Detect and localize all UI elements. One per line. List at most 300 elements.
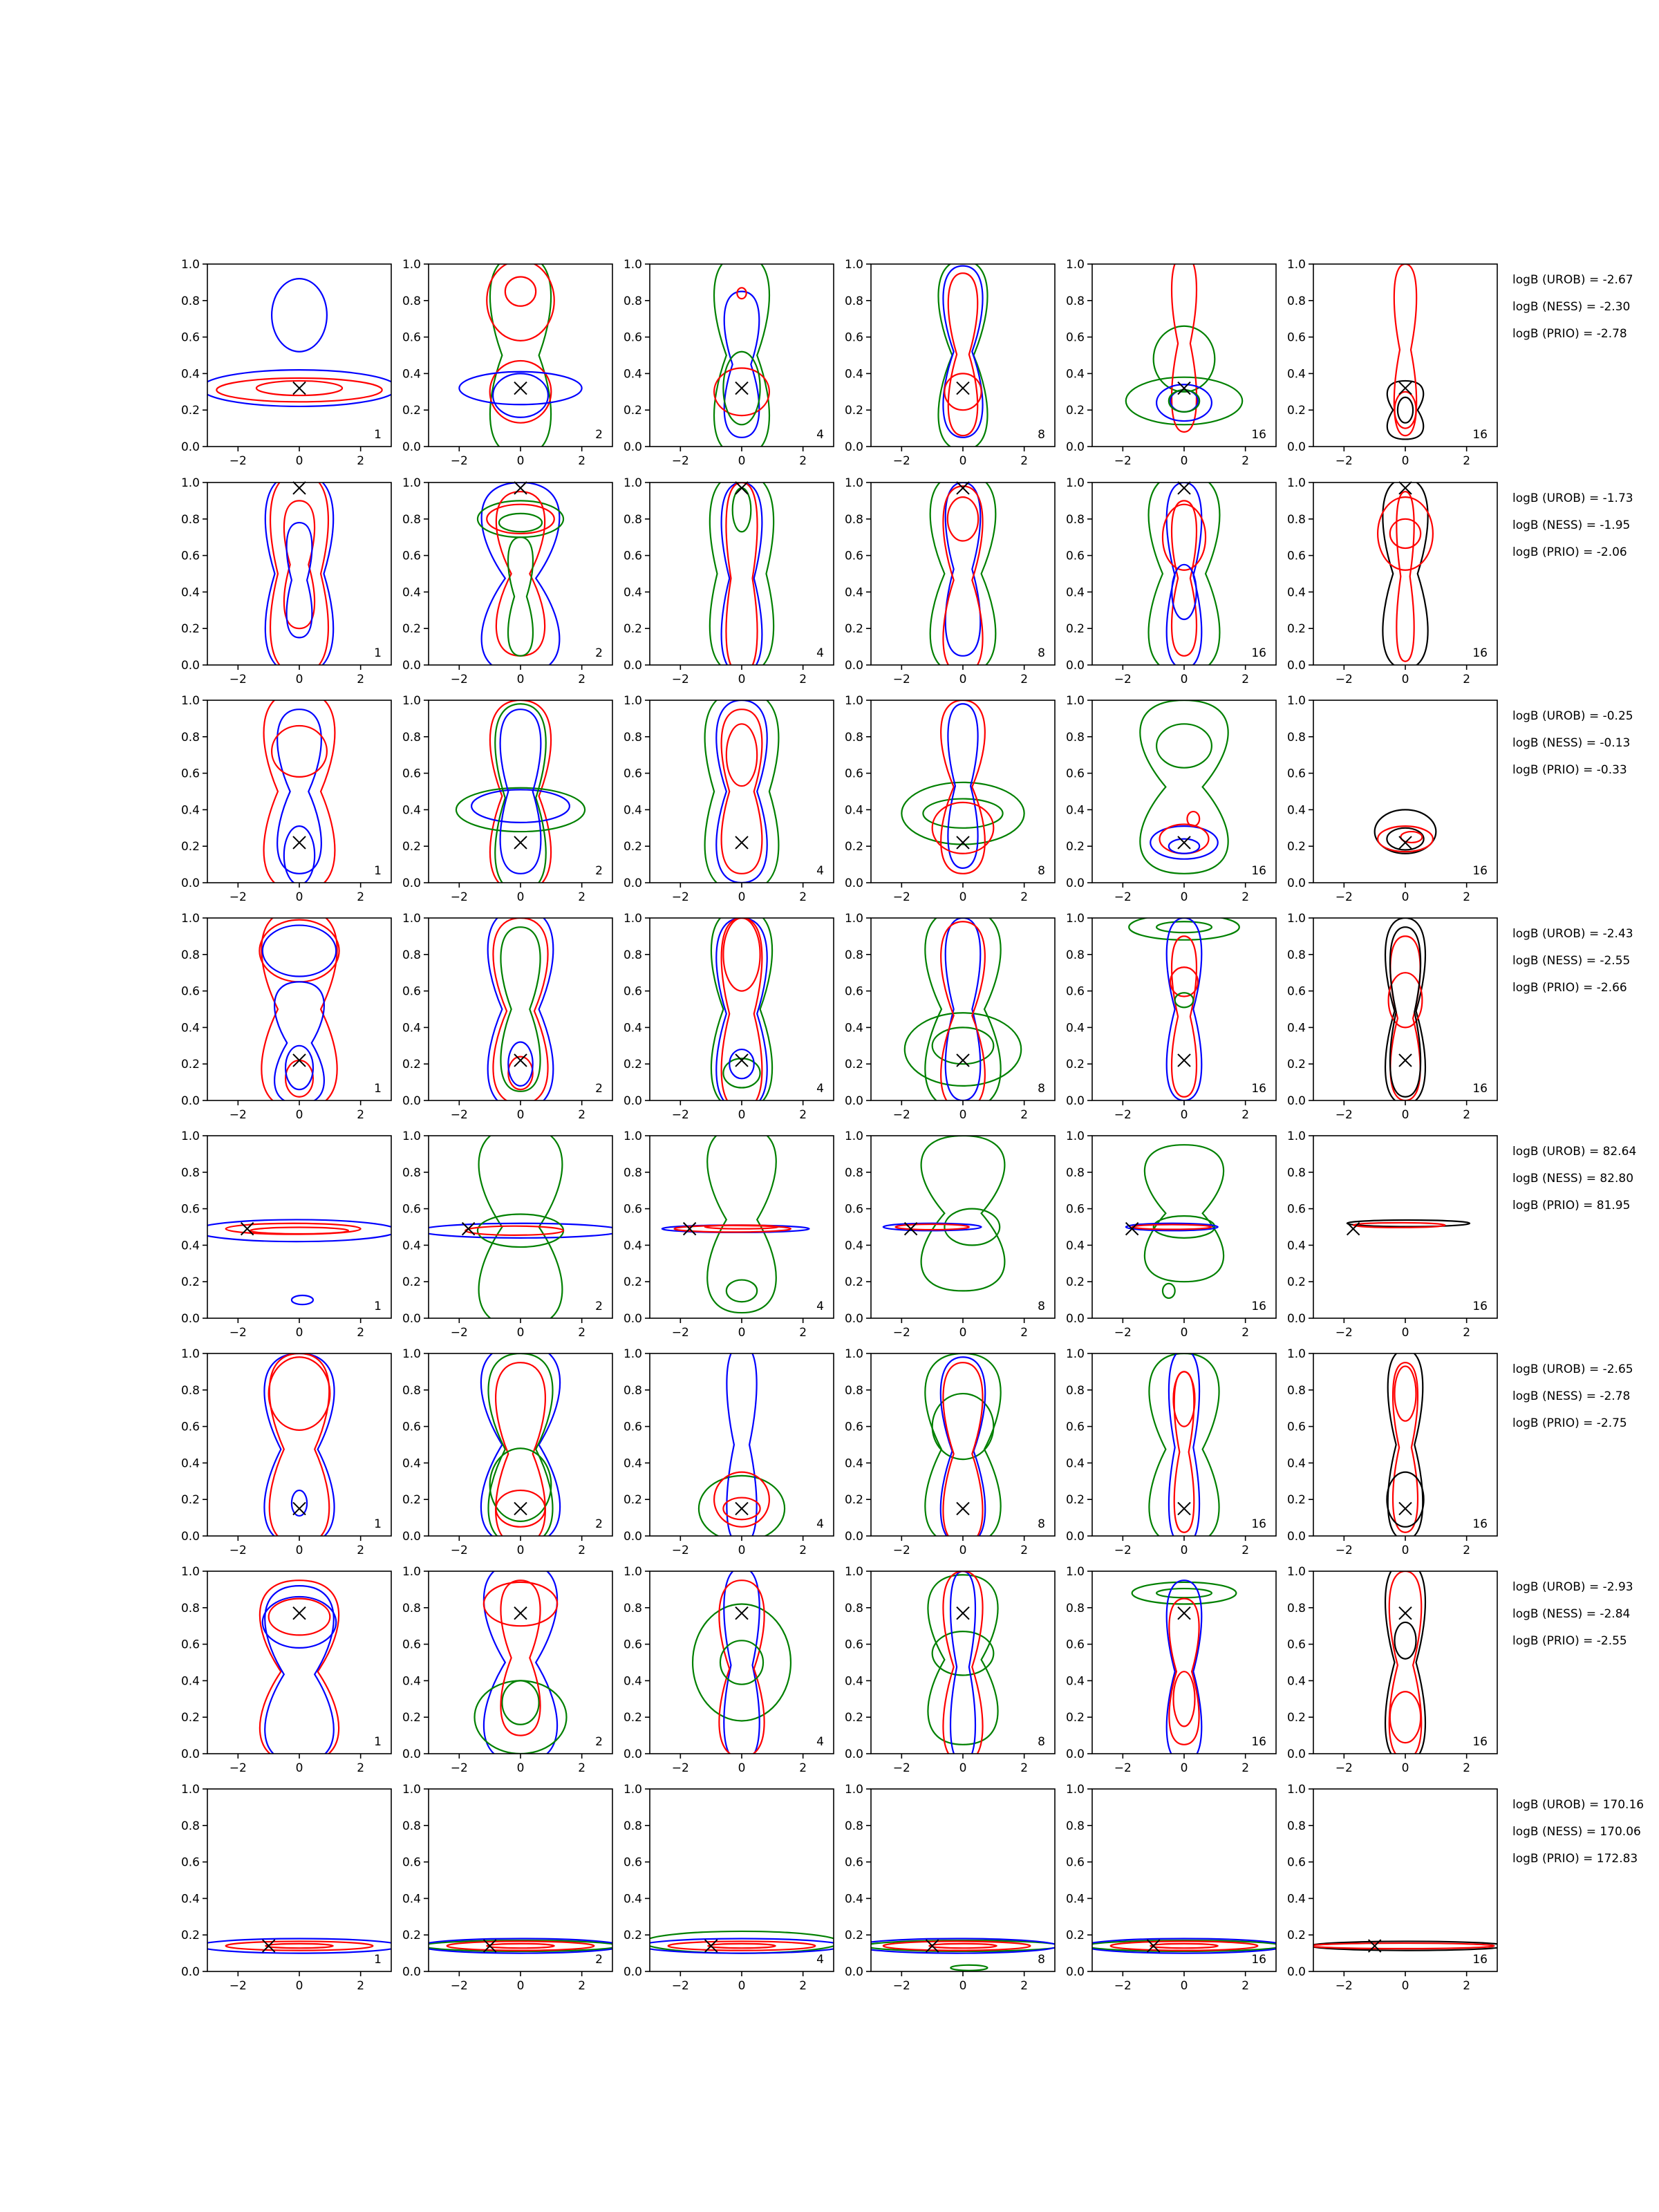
contours (264, 1353, 334, 1545)
contour-line (1187, 812, 1199, 826)
y-tick-label: 0.6 (180, 1202, 200, 1217)
y-tick-label: 0.0 (623, 1965, 642, 1979)
contour-line (1387, 381, 1423, 439)
logb-annotations-row-7 (1512, 1580, 1633, 1648)
y-tick-label: 0.0 (623, 1312, 642, 1326)
true-value-marker (735, 482, 748, 494)
y-tick-label: 0.0 (180, 1965, 200, 1979)
y-tick-label: 0.0 (623, 1747, 642, 1761)
y-tick-label: 0.2 (402, 1929, 421, 1943)
panel-label: 16 (1472, 864, 1488, 878)
y-tick-label: 0.8 (180, 1165, 200, 1180)
y-tick-label: 0.0 (844, 1312, 863, 1326)
x-tick-label: 0 (295, 454, 303, 468)
contours (928, 1571, 997, 1763)
panel-label: 4 (816, 1735, 824, 1749)
subplot-r6-c3 (624, 1344, 834, 1557)
x-tick-label: 0 (1180, 1326, 1188, 1340)
y-tick-label: 0.0 (180, 1747, 200, 1761)
y-tick-label: 0.0 (1286, 659, 1306, 673)
contours (930, 474, 996, 674)
y-tick-label: 0.6 (1065, 1420, 1085, 1434)
y-tick-label: 0.4 (1286, 1456, 1306, 1471)
subplot-r4-c6 (1287, 912, 1497, 1122)
y-tick-label: 1.0 (844, 694, 863, 708)
contour-line (264, 691, 335, 892)
axes-frame (1313, 264, 1497, 447)
logb-annotation: logB (NESS) = 170.06 (1512, 1825, 1641, 1839)
contour-line (1173, 1371, 1194, 1426)
y-tick-label: 0.0 (402, 1312, 421, 1326)
panel-label: 1 (374, 1735, 382, 1749)
contour-line (941, 1357, 985, 1545)
axes-frame (1092, 1136, 1276, 1318)
y-tick-label: 0.6 (180, 330, 200, 345)
contour-line (493, 373, 548, 417)
contour-line (729, 1049, 753, 1078)
panel-label: 16 (1472, 1082, 1488, 1096)
y-tick-label: 0.2 (402, 1275, 421, 1290)
x-tick-label: 0 (738, 890, 746, 904)
x-tick-label: 2 (357, 673, 365, 686)
y-tick-label: 0.2 (844, 1275, 863, 1290)
contour-line (508, 1057, 532, 1090)
y-tick-label: 1.0 (1286, 694, 1306, 708)
y-tick-label: 0.4 (623, 1021, 642, 1035)
x-tick-label: −2 (671, 454, 689, 468)
y-tick-label: 0.0 (623, 877, 642, 890)
x-tick-label: 2 (799, 1108, 807, 1122)
logb-annotations-row-2 (1512, 491, 1633, 559)
y-tick-label: 0.8 (1286, 948, 1306, 962)
y-tick-label: 0.8 (1065, 730, 1085, 744)
x-tick-label: −2 (892, 1979, 910, 1993)
y-tick-label: 0.8 (623, 512, 642, 527)
y-tick-label: 0.2 (402, 404, 421, 418)
axes-frame (871, 482, 1055, 665)
y-tick-label: 0.6 (1065, 1855, 1085, 1870)
contour-line (1154, 1216, 1215, 1238)
x-tick-label: −2 (1114, 1979, 1132, 1993)
subplot-r2-c6 (1287, 476, 1497, 686)
contours (478, 482, 563, 674)
contours (1387, 1350, 1423, 1540)
panel-label: 4 (816, 1082, 824, 1096)
true-value-marker (957, 836, 969, 849)
subplot-r2-c2 (402, 476, 612, 686)
y-tick-label: 0.6 (844, 767, 863, 781)
y-tick-label: 0.0 (1065, 440, 1085, 454)
y-tick-label: 0.2 (1065, 1929, 1085, 1943)
x-tick-label: 0 (516, 454, 525, 468)
subplot-r3-c6 (1287, 694, 1497, 904)
y-tick-label: 0.0 (1065, 1747, 1085, 1761)
y-tick-label: 0.6 (402, 1420, 421, 1434)
y-tick-label: 0.2 (180, 1711, 200, 1725)
logb-annotation: logB (NESS) = 82.80 (1512, 1172, 1634, 1185)
y-tick-label: 0.2 (1286, 1058, 1306, 1072)
y-tick-label: 0.2 (1286, 1275, 1306, 1290)
y-tick-label: 0.4 (844, 1892, 863, 1906)
y-tick-label: 1.0 (1065, 1783, 1085, 1797)
y-tick-label: 0.6 (1065, 767, 1085, 781)
contours (1140, 700, 1228, 874)
panel-label: 2 (595, 864, 603, 878)
axes-frame (871, 700, 1055, 883)
y-tick-label: 0.8 (180, 730, 200, 744)
x-tick-label: 0 (1180, 890, 1188, 904)
contour-line (1390, 519, 1421, 548)
contour-line (508, 537, 533, 656)
contour-line (693, 1604, 791, 1721)
x-tick-label: 2 (799, 1326, 807, 1340)
y-tick-label: 0.8 (1065, 1165, 1085, 1180)
y-tick-label: 1.0 (402, 1347, 421, 1361)
contours (901, 700, 1024, 874)
y-tick-label: 0.8 (180, 1819, 200, 1833)
axes-frame (650, 700, 834, 883)
y-tick-label: 0.2 (623, 1493, 642, 1508)
y-tick-label: 0.8 (623, 1165, 642, 1180)
contour-line (456, 788, 585, 832)
y-tick-label: 0.0 (180, 440, 200, 454)
panel-label: 16 (1472, 1517, 1488, 1531)
y-tick-label: 0.8 (623, 730, 642, 744)
y-tick-label: 0.0 (180, 659, 200, 673)
logb-annotation: logB (PRIO) = -2.55 (1512, 1634, 1627, 1648)
x-tick-label: −2 (229, 454, 247, 468)
contour-line (216, 378, 382, 402)
contour-line (1394, 1366, 1416, 1421)
true-value-marker (957, 482, 969, 494)
contour-line (1163, 505, 1206, 570)
subplot-r6-c1 (181, 1347, 391, 1557)
true-value-marker (1178, 1054, 1190, 1067)
y-tick-label: 0.4 (1065, 1239, 1085, 1253)
y-tick-label: 0.2 (1065, 404, 1085, 418)
true-value-marker (1178, 1607, 1190, 1620)
y-tick-label: 0.0 (180, 1094, 200, 1108)
y-tick-label: 0.6 (1286, 767, 1306, 781)
contour-line (950, 1965, 987, 1971)
x-tick-label: 2 (357, 890, 365, 904)
x-tick-label: −2 (229, 1761, 247, 1775)
y-tick-label: 1.0 (623, 476, 642, 490)
y-tick-label: 1.0 (623, 258, 642, 272)
y-tick-label: 0.6 (402, 1855, 421, 1870)
x-tick-label: −2 (1114, 1544, 1132, 1557)
x-tick-label: 2 (1463, 1108, 1471, 1122)
contours (1126, 255, 1242, 432)
x-tick-label: −2 (450, 1108, 468, 1122)
contour-line (1169, 839, 1199, 854)
subplot-r5-c5 (1066, 1130, 1276, 1340)
true-value-marker (293, 382, 306, 395)
y-tick-label: 1.0 (844, 476, 863, 490)
contour-line (1387, 828, 1423, 850)
y-tick-label: 0.6 (623, 1202, 642, 1217)
y-tick-label: 0.6 (180, 1638, 200, 1652)
x-tick-label: 2 (1463, 1544, 1471, 1557)
y-tick-label: 1.0 (1286, 1347, 1306, 1361)
y-tick-label: 0.4 (1286, 803, 1306, 818)
x-tick-label: 2 (1020, 1544, 1029, 1557)
x-tick-label: −2 (450, 890, 468, 904)
contour-line (1378, 826, 1433, 852)
y-tick-label: 0.4 (623, 1892, 642, 1906)
axes-frame (429, 1136, 612, 1318)
y-tick-label: 0.4 (402, 1674, 421, 1689)
contour-line (481, 1344, 560, 1545)
y-tick-label: 0.6 (844, 330, 863, 345)
x-tick-label: 0 (738, 454, 746, 468)
axes-frame (871, 1571, 1055, 1754)
x-tick-label: 2 (1241, 1761, 1250, 1775)
contour-line (471, 789, 570, 823)
x-tick-label: −2 (892, 1326, 910, 1340)
contour-line (737, 288, 746, 299)
x-tick-label: 0 (1180, 1108, 1188, 1122)
subplot-r3-c2 (402, 694, 612, 904)
contour-line (1173, 1671, 1194, 1726)
y-tick-label: 0.8 (623, 1383, 642, 1398)
panel-label: 4 (816, 646, 824, 660)
subplot-r2-c1 (181, 474, 391, 686)
y-tick-label: 0.2 (623, 1275, 642, 1290)
y-tick-label: 0.0 (1286, 1747, 1306, 1761)
x-tick-label: 0 (1401, 1326, 1409, 1340)
y-tick-label: 0.4 (1065, 585, 1085, 600)
x-tick-label: −2 (450, 1544, 468, 1557)
x-tick-label: −2 (892, 1108, 910, 1122)
contour-line (285, 1046, 313, 1089)
y-tick-label: 0.2 (1065, 1058, 1085, 1072)
y-tick-label: 0.4 (1286, 1021, 1306, 1035)
y-tick-label: 0.6 (180, 767, 200, 781)
y-tick-label: 0.0 (180, 877, 200, 890)
contour-line (883, 1941, 1031, 1950)
y-tick-label: 0.8 (402, 512, 421, 527)
y-tick-label: 0.6 (1286, 1202, 1306, 1217)
logb-annotation: logB (UROB) = -0.25 (1512, 709, 1633, 723)
contour-line (265, 1944, 333, 1948)
x-tick-label: 2 (1463, 1761, 1471, 1775)
y-tick-label: 0.2 (844, 622, 863, 637)
panel-label: 2 (595, 428, 603, 442)
y-tick-label: 0.2 (402, 622, 421, 637)
panel-label: 16 (1251, 1735, 1266, 1749)
y-tick-label: 0.8 (1286, 1165, 1306, 1180)
contour-line (925, 1353, 1000, 1545)
axes-frame (1092, 700, 1276, 883)
x-tick-label: −2 (892, 890, 910, 904)
x-tick-label: 0 (738, 1761, 746, 1775)
x-tick-label: 2 (1241, 1979, 1250, 1993)
y-tick-label: 0.0 (623, 1530, 642, 1544)
true-value-marker (735, 836, 748, 849)
x-tick-label: −2 (671, 890, 689, 904)
x-tick-label: 0 (738, 1544, 746, 1557)
y-tick-label: 1.0 (623, 1783, 642, 1797)
y-tick-label: 1.0 (1286, 1783, 1306, 1797)
y-tick-label: 0.0 (402, 1965, 421, 1979)
contour-line (668, 1941, 816, 1950)
x-tick-label: 0 (516, 1544, 525, 1557)
subplot-r8-c3 (624, 1783, 843, 1993)
y-tick-label: 1.0 (1065, 476, 1085, 490)
x-tick-label: 0 (959, 1326, 967, 1340)
y-tick-label: 1.0 (180, 1347, 200, 1361)
y-tick-label: 0.4 (402, 803, 421, 818)
x-tick-label: −2 (1114, 890, 1132, 904)
y-tick-label: 0.0 (1286, 1965, 1306, 1979)
x-tick-label: −2 (1114, 454, 1132, 468)
y-tick-label: 0.0 (844, 1530, 863, 1544)
y-tick-label: 0.0 (1286, 1094, 1306, 1108)
contours (1387, 264, 1423, 439)
subplot-r8-c6 (1287, 1783, 1506, 1993)
x-tick-label: 0 (295, 1326, 303, 1340)
contours (195, 1219, 397, 1304)
y-tick-label: 0.8 (180, 294, 200, 308)
panel-label: 16 (1251, 1953, 1266, 1967)
x-tick-label: −2 (1114, 1761, 1132, 1775)
y-tick-label: 0.2 (180, 404, 200, 418)
panel-label: 8 (1038, 428, 1045, 442)
contour-line (505, 276, 536, 306)
y-tick-label: 0.6 (623, 549, 642, 563)
x-tick-label: −2 (450, 673, 468, 686)
x-tick-label: −2 (229, 1544, 247, 1557)
y-tick-label: 0.6 (180, 1420, 200, 1434)
y-tick-label: 1.0 (1065, 912, 1085, 926)
y-tick-label: 0.6 (402, 767, 421, 781)
contour-line (714, 368, 769, 415)
y-tick-label: 0.8 (402, 1383, 421, 1398)
y-tick-label: 0.8 (402, 294, 421, 308)
x-tick-label: 0 (1401, 673, 1409, 686)
y-tick-label: 1.0 (180, 1565, 200, 1579)
x-tick-label: −2 (1335, 454, 1353, 468)
logb-annotation: logB (UROB) = -2.43 (1512, 927, 1633, 941)
axes-frame (429, 482, 612, 665)
y-tick-label: 0.4 (402, 1239, 421, 1253)
y-tick-label: 0.2 (180, 1275, 200, 1290)
panel-label: 4 (816, 864, 824, 878)
x-tick-label: −2 (1335, 890, 1353, 904)
contour-line (941, 700, 985, 874)
panel-label: 16 (1472, 1300, 1488, 1313)
axes-frame (650, 1571, 834, 1754)
axes-frame (1092, 918, 1276, 1100)
y-tick-label: 0.4 (180, 1239, 200, 1253)
y-tick-label: 1.0 (844, 1130, 863, 1143)
x-tick-label: 2 (1020, 1108, 1029, 1122)
subplot-r2-c3 (624, 474, 834, 686)
y-tick-label: 0.4 (623, 1239, 642, 1253)
y-tick-label: 0.0 (623, 440, 642, 454)
subplot-r4-c3 (624, 909, 834, 1122)
y-tick-label: 0.4 (402, 1456, 421, 1471)
x-tick-label: 0 (1401, 1761, 1409, 1775)
y-tick-label: 0.2 (180, 840, 200, 854)
x-tick-label: 2 (799, 454, 807, 468)
contour-line (727, 1280, 757, 1302)
y-tick-label: 1.0 (623, 1130, 642, 1143)
y-tick-label: 1.0 (844, 912, 863, 926)
y-tick-label: 0.0 (402, 1530, 421, 1544)
x-tick-label: 2 (357, 1761, 365, 1775)
y-tick-label: 0.2 (1286, 1493, 1306, 1508)
y-tick-label: 0.0 (1065, 1312, 1085, 1326)
y-tick-label: 0.0 (844, 1094, 863, 1108)
subplot-r1-c2 (402, 255, 612, 468)
y-tick-label: 0.6 (623, 1638, 642, 1652)
x-tick-label: 0 (516, 1326, 525, 1340)
contours (488, 909, 554, 1109)
panel-label: 2 (595, 1953, 603, 1967)
y-tick-label: 1.0 (1065, 1130, 1085, 1143)
subplot-r7-c4 (845, 1565, 1055, 1775)
x-tick-label: 0 (959, 1108, 967, 1122)
contours (1385, 1562, 1425, 1763)
axes-frame (650, 918, 834, 1100)
contour-line (1163, 1284, 1175, 1298)
contour-line (263, 926, 336, 977)
axes-frame (1313, 1571, 1497, 1754)
contour-line (475, 1680, 567, 1754)
panel-label: 8 (1038, 1953, 1045, 1967)
subplot-r3-c5 (1066, 694, 1276, 904)
y-tick-label: 0.8 (844, 512, 863, 527)
axes-frame (207, 700, 391, 883)
panel-label: 16 (1251, 1517, 1266, 1531)
y-tick-label: 0.8 (844, 1165, 863, 1180)
contour-line (1394, 1622, 1416, 1659)
y-tick-label: 0.2 (623, 1929, 642, 1943)
y-tick-label: 1.0 (1286, 1130, 1306, 1143)
contour-line (723, 918, 760, 991)
x-tick-label: 2 (1020, 1761, 1029, 1775)
y-tick-label: 1.0 (1286, 258, 1306, 272)
contour-line (1172, 936, 1197, 1096)
logb-annotation: logB (PRIO) = -2.06 (1512, 545, 1627, 559)
contours (710, 474, 774, 674)
logb-annotation: logB (NESS) = -1.95 (1512, 518, 1631, 532)
y-tick-label: 0.4 (402, 1021, 421, 1035)
true-value-marker (957, 1502, 969, 1515)
contour-line (250, 1228, 348, 1235)
subplot-r5-c4 (845, 1130, 1055, 1340)
contours (705, 691, 779, 892)
y-tick-label: 0.0 (402, 877, 421, 890)
x-tick-label: 2 (1241, 890, 1250, 904)
subplot-r3-c1 (181, 691, 391, 904)
x-tick-label: 2 (578, 1544, 586, 1557)
y-tick-label: 0.2 (623, 840, 642, 854)
y-tick-label: 0.8 (1065, 512, 1085, 527)
x-tick-label: 0 (295, 890, 303, 904)
panel-label: 2 (595, 1517, 603, 1531)
contour-line (287, 523, 312, 637)
logb-annotation: logB (UROB) = -2.65 (1512, 1362, 1633, 1376)
y-tick-label: 0.4 (1065, 1674, 1085, 1689)
x-tick-label: −2 (1335, 1108, 1353, 1122)
contour-line (478, 1215, 563, 1248)
panel-label: 2 (595, 1300, 603, 1313)
y-tick-label: 0.4 (402, 585, 421, 600)
y-tick-label: 0.4 (844, 1674, 863, 1689)
